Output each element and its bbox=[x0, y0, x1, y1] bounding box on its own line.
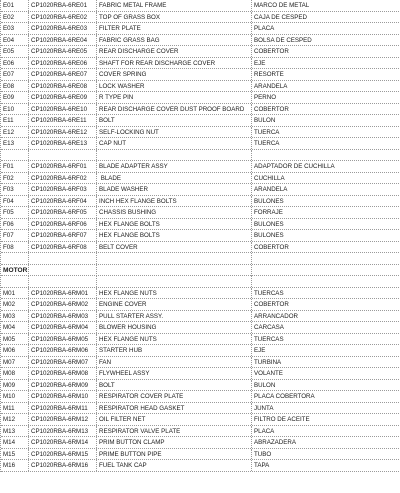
section-f bbox=[1, 161, 400, 253]
part-code: M09 bbox=[1, 380, 29, 391]
part-number: CP1020RBA-6RE09 bbox=[29, 92, 97, 103]
part-number: CP1020RBA-6RM15 bbox=[29, 449, 97, 460]
part-description-en: BOLT bbox=[97, 115, 252, 126]
part-description-es: BULONES bbox=[252, 219, 400, 230]
table-row bbox=[1, 104, 400, 116]
part-description-es: COBERTOR bbox=[252, 299, 400, 310]
part-description-es: TUERCA bbox=[252, 127, 400, 138]
part-description-es: FILTRO DE ACEITE bbox=[252, 414, 400, 425]
table-row bbox=[1, 196, 400, 208]
part-description-en: BLADE WASHER bbox=[97, 184, 252, 195]
part-number: CP1020RBA-6RM06 bbox=[29, 345, 97, 356]
part-code: M10 bbox=[1, 391, 29, 402]
part-description-en: HEX FLANGE BOLTS bbox=[97, 219, 252, 230]
part-number: CP1020RBA-6RF06 bbox=[29, 219, 97, 230]
part-description-es: PLACA COBERTORA bbox=[252, 391, 400, 402]
part-description-en: HEX FLANGE NUTS bbox=[97, 288, 252, 299]
table-row bbox=[1, 12, 400, 24]
table-row bbox=[1, 311, 400, 323]
part-description-es: VOLANTE bbox=[252, 368, 400, 379]
part-description-es: PLACA bbox=[252, 23, 400, 34]
part-description-es: TUERCA bbox=[252, 138, 400, 149]
part-number: CP1020RBA-6RE02 bbox=[29, 12, 97, 23]
table-row bbox=[1, 35, 400, 47]
table-row bbox=[1, 380, 400, 392]
part-code: M11 bbox=[1, 403, 29, 414]
part-number: CP1020RBA-6RE10 bbox=[29, 104, 97, 115]
part-code: F06 bbox=[1, 219, 29, 230]
table-row bbox=[1, 184, 400, 196]
table-row bbox=[1, 391, 400, 403]
part-code: M01 bbox=[1, 288, 29, 299]
part-description-es: COBERTOR bbox=[252, 242, 400, 253]
part-description-en: PRIM BUTTON CLAMP bbox=[97, 437, 252, 448]
part-number: CP1020RBA-6RF07 bbox=[29, 230, 97, 241]
part-code: E04 bbox=[1, 35, 29, 46]
part-description-en: INCH HEX FLANGE BOLTS bbox=[97, 196, 252, 207]
part-number: CP1020RBA-6RF03 bbox=[29, 184, 97, 195]
part-code: E06 bbox=[1, 58, 29, 69]
part-description-es: TUERCAS bbox=[252, 288, 400, 299]
part-code: M16 bbox=[1, 460, 29, 471]
part-description-en: COVER SPRING bbox=[97, 69, 252, 80]
part-description-en: BLOWER HOUSING bbox=[97, 322, 252, 333]
part-description-es: ARANDELA bbox=[252, 81, 400, 92]
part-description-en: ENGINE COVER bbox=[97, 299, 252, 310]
part-code: M15 bbox=[1, 449, 29, 460]
part-number: CP1020RBA-6RE04 bbox=[29, 35, 97, 46]
part-code: E03 bbox=[1, 23, 29, 34]
part-number: CP1020RBA-6RM14 bbox=[29, 437, 97, 448]
part-description-es: MARCO DE METAL bbox=[252, 0, 400, 11]
part-number: CP1020RBA-6RM12 bbox=[29, 414, 97, 425]
part-number: CP1020RBA-6RE06 bbox=[29, 58, 97, 69]
section-title: MOTOR bbox=[1, 265, 29, 277]
part-number: CP1020RBA-6RF04 bbox=[29, 196, 97, 207]
part-description-es: TUERCAS bbox=[252, 334, 400, 345]
table-row bbox=[1, 138, 400, 150]
table-row bbox=[1, 161, 400, 173]
part-number: CP1020RBA-6RE01 bbox=[29, 0, 97, 11]
table-row bbox=[1, 92, 400, 104]
part-code: M02 bbox=[1, 299, 29, 310]
spacer-row bbox=[1, 150, 400, 162]
table-row bbox=[1, 437, 400, 449]
part-code: E13 bbox=[1, 138, 29, 149]
part-code: F01 bbox=[1, 161, 29, 172]
part-code: F02 bbox=[1, 173, 29, 184]
part-code: E02 bbox=[1, 12, 29, 23]
part-description-en: RESPIRATOR HEAD GASKET bbox=[97, 403, 252, 414]
part-number: CP1020RBA-6RF02 bbox=[29, 173, 97, 184]
table-row bbox=[1, 322, 400, 334]
table-row bbox=[1, 173, 400, 185]
part-description-en: FLYWHEEL ASSY bbox=[97, 368, 252, 379]
part-code: F03 bbox=[1, 184, 29, 195]
part-description-es: JUNTA bbox=[252, 403, 400, 414]
part-code: M07 bbox=[1, 357, 29, 368]
part-code: F05 bbox=[1, 207, 29, 218]
part-code: E01 bbox=[1, 0, 29, 11]
part-code: M06 bbox=[1, 345, 29, 356]
section-header-row bbox=[1, 265, 400, 277]
table-row bbox=[1, 58, 400, 70]
part-description-en: RESPIRATOR COVER PLATE bbox=[97, 391, 252, 402]
part-code: M04 bbox=[1, 322, 29, 333]
table-row bbox=[1, 460, 400, 472]
part-code: E08 bbox=[1, 81, 29, 92]
table-row bbox=[1, 69, 400, 81]
part-description-es: FORRAJE bbox=[252, 207, 400, 218]
part-description-en: TOP OF GRASS BOX bbox=[97, 12, 252, 23]
part-number: CP1020RBA-6RM08 bbox=[29, 368, 97, 379]
table-row bbox=[1, 230, 400, 242]
table-row bbox=[1, 219, 400, 231]
part-description-es: BULONES bbox=[252, 196, 400, 207]
part-description-es: ARRANCADOR bbox=[252, 311, 400, 322]
section-motor bbox=[1, 265, 400, 472]
table-row bbox=[1, 403, 400, 415]
part-description-en: FAN bbox=[97, 357, 252, 368]
part-description-en: SHAFT FOR REAR DISCHARGE COVER bbox=[97, 58, 252, 69]
part-description-en: CAP NUT bbox=[97, 138, 252, 149]
part-number: CP1020RBA-6RM01 bbox=[29, 288, 97, 299]
part-description-en: BOLT bbox=[97, 380, 252, 391]
part-description-en: REAR DISCHARGE COVER bbox=[97, 46, 252, 57]
table-row bbox=[1, 207, 400, 219]
table-row bbox=[1, 299, 400, 311]
table-row bbox=[1, 242, 400, 254]
table-row bbox=[1, 414, 400, 426]
part-number: CP1020RBA-6RE07 bbox=[29, 69, 97, 80]
spacer-row bbox=[1, 276, 400, 288]
part-description-en: BLADE bbox=[97, 173, 252, 184]
part-description-es: BOLSA DE CESPED bbox=[252, 35, 400, 46]
part-description-es: CARCASA bbox=[252, 322, 400, 333]
part-description-es: RESORTE bbox=[252, 69, 400, 80]
part-description-en: FABRIC GRASS BAG bbox=[97, 35, 252, 46]
part-description-es: TURBINA bbox=[252, 357, 400, 368]
table-row bbox=[1, 46, 400, 58]
table-row bbox=[1, 357, 400, 369]
part-description-es: CAJA DE CESPED bbox=[252, 12, 400, 23]
part-number: CP1020RBA-6RF05 bbox=[29, 207, 97, 218]
part-description-en: REAR DISCHARGE COVER DUST PROOF BOARD bbox=[97, 104, 252, 115]
part-description-en: FABRIC METAL FRAME bbox=[97, 0, 252, 11]
part-code: M08 bbox=[1, 368, 29, 379]
part-code: E07 bbox=[1, 69, 29, 80]
part-description-en: R TYPE PIN bbox=[97, 92, 252, 103]
part-description-en: FUEL TANK CAP bbox=[97, 460, 252, 471]
part-description-en: STARTER HUB bbox=[97, 345, 252, 356]
part-description-en: HEX FLANGE BOLTS bbox=[97, 230, 252, 241]
part-description-en: CHASSIS BUSHING bbox=[97, 207, 252, 218]
table-row bbox=[1, 345, 400, 357]
part-number: CP1020RBA-6RM09 bbox=[29, 380, 97, 391]
part-code: E12 bbox=[1, 127, 29, 138]
part-number: CP1020RBA-6RM10 bbox=[29, 391, 97, 402]
part-number: CP1020RBA-6RE12 bbox=[29, 127, 97, 138]
part-number: CP1020RBA-6RM03 bbox=[29, 311, 97, 322]
part-number: CP1020RBA-6RM13 bbox=[29, 426, 97, 437]
part-description-en: HEX FLANGE NUTS bbox=[97, 334, 252, 345]
part-description-en: PRIME BUTTON PIPE bbox=[97, 449, 252, 460]
part-description-es: TAPA bbox=[252, 460, 400, 471]
part-code: M05 bbox=[1, 334, 29, 345]
part-description-es: EJE bbox=[252, 345, 400, 356]
part-description-es: COBERTOR bbox=[252, 46, 400, 57]
part-code: E05 bbox=[1, 46, 29, 57]
part-description-es: TUBO bbox=[252, 449, 400, 460]
part-description-en: RESPIRATOR VALVE PLATE bbox=[97, 426, 252, 437]
part-code: M13 bbox=[1, 426, 29, 437]
part-description-es: ABRAZADERA bbox=[252, 437, 400, 448]
part-description-en: SELF-LOCKING NUT bbox=[97, 127, 252, 138]
table-row bbox=[1, 449, 400, 461]
part-description-es: BULONES bbox=[252, 230, 400, 241]
part-description-en: PULL STARTER ASSY. bbox=[97, 311, 252, 322]
table-row bbox=[1, 426, 400, 438]
part-number: CP1020RBA-6RF08 bbox=[29, 242, 97, 253]
part-number: CP1020RBA-6RM04 bbox=[29, 322, 97, 333]
table-row bbox=[1, 127, 400, 139]
part-number: CP1020RBA-6RM16 bbox=[29, 460, 97, 471]
part-description-en: OIL FILTER NET bbox=[97, 414, 252, 425]
table-row bbox=[1, 81, 400, 93]
table-row bbox=[1, 0, 400, 12]
part-description-es: PLACA bbox=[252, 426, 400, 437]
part-description-en: LOCK WASHER bbox=[97, 81, 252, 92]
part-code: E11 bbox=[1, 115, 29, 126]
part-description-en: BELT COVER bbox=[97, 242, 252, 253]
part-code: F08 bbox=[1, 242, 29, 253]
part-description-es: COBERTOR bbox=[252, 104, 400, 115]
part-number: CP1020RBA-6RF01 bbox=[29, 161, 97, 172]
table-row bbox=[1, 368, 400, 380]
part-number: CP1020RBA-6RE13 bbox=[29, 138, 97, 149]
part-description-es: ARANDELA bbox=[252, 184, 400, 195]
table-row bbox=[1, 115, 400, 127]
section-e bbox=[1, 0, 400, 150]
part-description-es: BULON bbox=[252, 115, 400, 126]
part-description-es: CUCHILLA bbox=[252, 173, 400, 184]
part-number: CP1020RBA-6RM05 bbox=[29, 334, 97, 345]
part-code: M03 bbox=[1, 311, 29, 322]
part-number: CP1020RBA-6RE03 bbox=[29, 23, 97, 34]
table-row bbox=[1, 288, 400, 300]
part-number: CP1020RBA-6RM02 bbox=[29, 299, 97, 310]
part-number: CP1020RBA-6RM11 bbox=[29, 403, 97, 414]
part-code: M14 bbox=[1, 437, 29, 448]
spacer-row bbox=[1, 253, 400, 265]
part-code: E10 bbox=[1, 104, 29, 115]
part-description-es: PERNO bbox=[252, 92, 400, 103]
part-description-es: EJE bbox=[252, 58, 400, 69]
part-description-es: BULON bbox=[252, 380, 400, 391]
part-code: F04 bbox=[1, 196, 29, 207]
table-row bbox=[1, 334, 400, 346]
part-code: E09 bbox=[1, 92, 29, 103]
part-code: F07 bbox=[1, 230, 29, 241]
part-code: M12 bbox=[1, 414, 29, 425]
table-row bbox=[1, 23, 400, 35]
part-number: CP1020RBA-6RE11 bbox=[29, 115, 97, 126]
part-number: CP1020RBA-6RE05 bbox=[29, 46, 97, 57]
part-description-en: BLADE ADAPTER ASSY bbox=[97, 161, 252, 172]
part-description-en: FILTER PLATE bbox=[97, 23, 252, 34]
part-number: CP1020RBA-6RE08 bbox=[29, 81, 97, 92]
part-description-es: ADAPTADOR DE CUCHILLA bbox=[252, 161, 400, 172]
part-number: CP1020RBA-6RM07 bbox=[29, 357, 97, 368]
